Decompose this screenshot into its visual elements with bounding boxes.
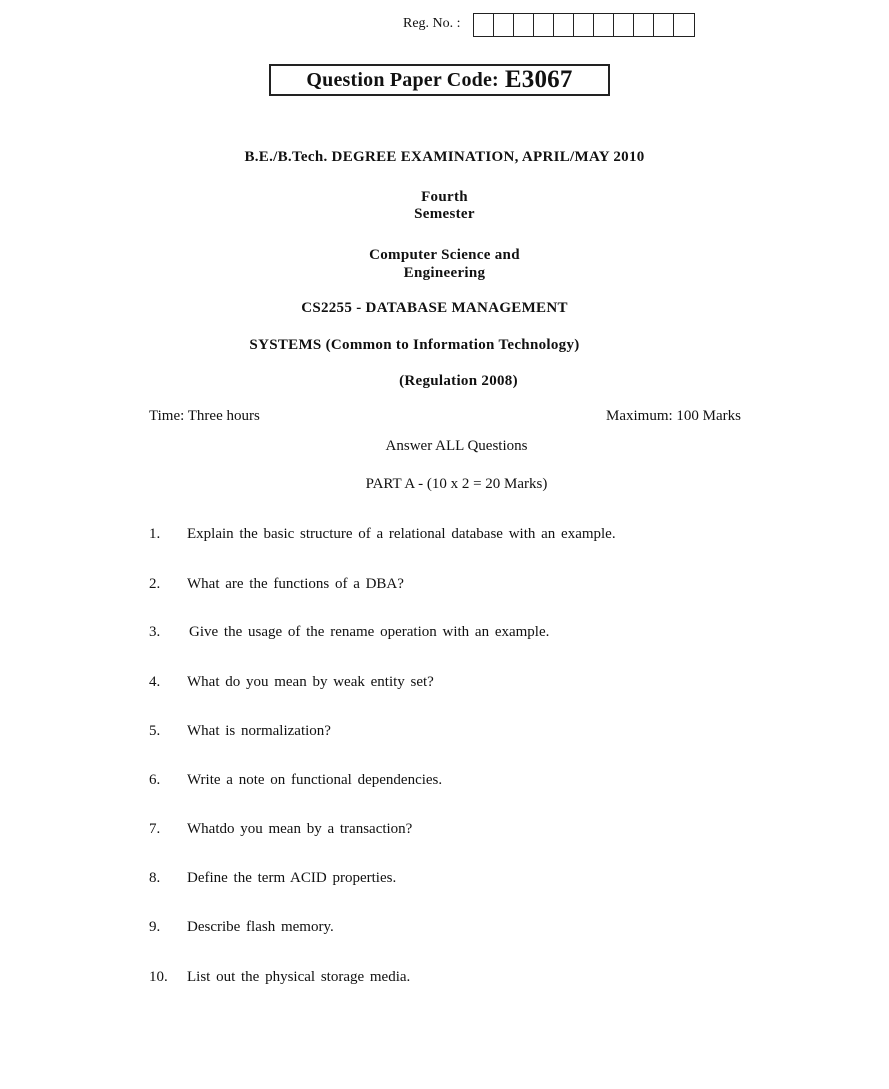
question-paper-code-value: E3067 bbox=[504, 66, 573, 93]
reg-no-digit-box[interactable] bbox=[534, 14, 554, 36]
question-text: Define the term ACID properties. bbox=[187, 870, 397, 886]
question-paper-code-label: Question Paper Code: bbox=[306, 68, 499, 91]
exam-duration: Time: Three hours bbox=[149, 408, 260, 424]
department-line-2: Engineering bbox=[403, 265, 486, 281]
question-text: Explain the basic structure of a relational database with an example. bbox=[187, 526, 616, 542]
department-line-1: Computer Science and bbox=[369, 247, 520, 263]
question-number: 9. bbox=[149, 919, 161, 935]
instruction: Answer ALL Questions bbox=[385, 438, 528, 454]
question-number: 7. bbox=[149, 821, 161, 837]
reg-no-digit-box[interactable] bbox=[634, 14, 654, 36]
regulation: (Regulation 2008) bbox=[399, 373, 518, 389]
reg-no-digit-box[interactable] bbox=[614, 14, 634, 36]
question-number: 3. bbox=[149, 624, 161, 640]
question-number: 10. bbox=[149, 969, 168, 985]
question-number: 6. bbox=[149, 772, 161, 788]
question-text: What do you mean by weak entity set? bbox=[187, 674, 434, 690]
reg-no-digit-box[interactable] bbox=[674, 14, 694, 36]
question-text: Give the usage of the rename operation with an example. bbox=[189, 624, 550, 640]
part-a-heading: PART A - (10 x 2 = 20 Marks) bbox=[365, 476, 548, 492]
course-line-2: SYSTEMS (Common to Information Technology) bbox=[249, 337, 580, 353]
reg-no-boxes bbox=[473, 13, 695, 37]
reg-no-digit-box[interactable] bbox=[494, 14, 514, 36]
question-text: Describe flash memory. bbox=[187, 919, 334, 935]
reg-no-label: Reg. No. : bbox=[403, 16, 461, 31]
question-text: List out the physical storage media. bbox=[187, 969, 411, 985]
course-line: CS2255 - DATABASE MANAGEMENT bbox=[301, 300, 568, 316]
question-number: 1. bbox=[149, 526, 161, 542]
question-text: Whatdo you mean by a transaction? bbox=[187, 821, 413, 837]
question-text: Write a note on functional dependencies. bbox=[187, 772, 443, 788]
question-text: What is normalization? bbox=[187, 723, 331, 739]
reg-no-digit-box[interactable] bbox=[574, 14, 594, 36]
reg-no-digit-box[interactable] bbox=[654, 14, 674, 36]
reg-no-digit-box[interactable] bbox=[514, 14, 534, 36]
semester-line-1: Fourth bbox=[421, 189, 468, 205]
question-number: 8. bbox=[149, 870, 161, 886]
reg-no-digit-box[interactable] bbox=[554, 14, 574, 36]
question-paper-code-box bbox=[269, 64, 610, 96]
question-number: 4. bbox=[149, 674, 161, 690]
maximum-marks: Maximum: 100 Marks bbox=[606, 408, 741, 424]
degree-line: B.E./B.Tech. DEGREE EXAMINATION, APRIL/MAY 2010 bbox=[244, 149, 645, 165]
question-number: 2. bbox=[149, 576, 161, 592]
reg-no-digit-box[interactable] bbox=[474, 14, 494, 36]
question-text: What are the functions of a DBA? bbox=[187, 576, 404, 592]
semester-line-2: Semester bbox=[414, 206, 475, 222]
reg-no-digit-box[interactable] bbox=[594, 14, 614, 36]
question-number: 5. bbox=[149, 723, 161, 739]
